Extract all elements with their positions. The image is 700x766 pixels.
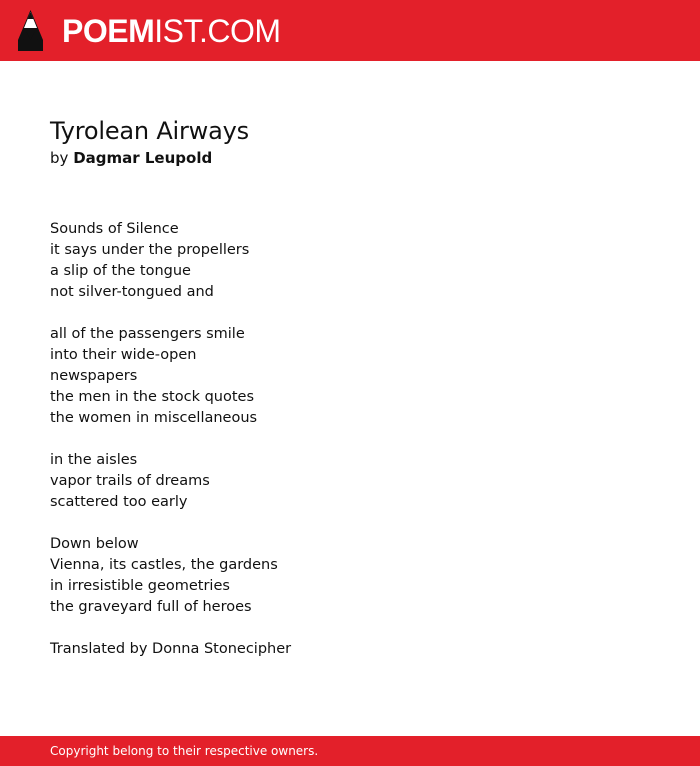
by-label: by [50,149,69,167]
site-logo[interactable] [62,12,281,50]
poem-line: it says under the propellers [50,242,250,258]
stanza-2 [50,324,650,429]
poem-author: Dagmar Leupold [73,149,213,167]
site-header [0,0,700,61]
poem-line: Sounds of Silence [50,221,179,237]
poem-line: newspapers [50,368,138,384]
logo-light-text: IST.COM [154,13,281,49]
poem-header [50,116,650,170]
poem-byline [50,146,650,170]
site-footer [0,736,700,766]
translator-credit: Translated by Donna Stonecipher [50,641,292,657]
copyright-notice: Copyright belong to their respective owners. [50,744,319,758]
poem-line: vapor trails of dreams [50,473,210,489]
poem-line: not silver-tongued and [50,284,214,300]
stanza-4 [50,534,650,618]
stanza-3 [50,450,650,513]
poem-line: in the aisles [50,452,138,468]
poem-line: Vienna, its castles, the gardens [50,557,278,573]
pencil-tip-icon[interactable] [18,10,43,51]
poem-line: Down below [50,536,139,552]
poem-line: the graveyard full of heroes [50,599,252,615]
poem-line: the women in miscellaneous [50,410,258,426]
poem-line: scattered too early [50,494,188,510]
poem-line: into their wide-open [50,347,197,363]
poem-line: in irresistible geometries [50,578,230,594]
poem-line: a slip of the tongue [50,263,191,279]
stanza-1 [50,219,650,303]
poem-line: all of the passengers smile [50,326,245,342]
poem-body [50,219,650,660]
poem-line: the men in the stock quotes [50,389,254,405]
poem-title: Tyrolean Airways [50,117,249,145]
logo-bold-text: POEM [62,13,155,49]
